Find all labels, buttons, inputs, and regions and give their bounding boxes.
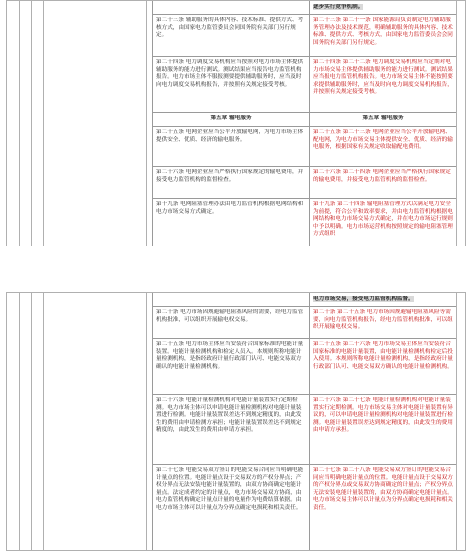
- original-text: 第二十五条 电力市场主体应当安装符合国家标准的电能计量装置。电能计量检测机构和检定人员入。本规则所称电能计量检测机构，是指经政府计量行政部门认可、电能交易双方确认的电能计量检测机构。: [156, 341, 304, 370]
- revised-text: 第十九条 第二十四条 输电阻塞管理方式以满足电力安全为前提，符合公平和效率要求，并由电力监管机构根据电网结构和电力市场交易方式确定，并在电力市场运行规则中予以明确。电力市场运营机构按照规定的输电阻塞管理方式组织: [313, 201, 453, 238]
- top-right-text: 电力市场交易，接受电力监管机构监督。: [313, 296, 414, 302]
- revised-text: 第二十四条 第二十二条 电力调度交易机构应当定期对电力市场交易主体提供辅助服务的能力进行测试。测试结果应当报电力监管机构报告。电力市场交易主体不能按照要求提供辅助服务时，应当及时向电力调度交易机构报告，并按照有关规定接受考核。: [313, 59, 453, 96]
- table-row: [152, 166, 456, 198]
- table-row: [152, 198, 456, 246]
- table-divider: [43, 1, 44, 246]
- original-text: 第二十三条 辅助服务的具体内容、技术标准、提供方式、考核方式，由国家电力监管委员会同国务院有关部门另行规定。: [156, 17, 304, 39]
- table-row: [152, 14, 456, 56]
- table-row: [152, 56, 456, 112]
- document-page-1: [6, 0, 466, 247]
- revised-text: 第二十条 第二十五条 电力市场因规避输电阻塞风险等需要，向电力监管机构报告，经电力监管机构批准，可以组织开展输电权交易。: [313, 309, 453, 331]
- revised-text: 第二十三条 第二十一条 国家能源局负责制定电力辅助服务管理办法及技术规范，明确辅助服务的具体内容、技术标准、提供方式、考核方式，由国家电力监管委员会会同国务院有关部门另行规定。: [313, 17, 453, 46]
- revised-text: 第二十六条 第二十四条 电网企业应当严格执行国家规定的输电费用，并接受电力监管机构的监督检查。: [313, 169, 451, 183]
- original-text: 第二十七条 电能交易双方签订的电能交易合同应当明确电能计量点的位置。电能计量点设于交易双方的产权分界点；产权分界点无法安装电能计量装置的，由双方协商确定电能计量点。法定成者约定的计量点，电力市场交易双方协商，由电力监管机构确定计量点计量的电量作为电费结算依据。由电力市场主体可以计量点为分界点确定电损耗和相关责任。: [156, 467, 304, 511]
- page-gap: [0, 246, 473, 292]
- revised-text: 第二十六条 第二十七条 电能计量检测机构对电能计量装置实行定期检测。电力市场交易主体对电能计量装置有异议的，可以申请电能计量检测机构对电能计量装置进行检测。电能计量装置误差达到规定精度的，由此发生的费用由申请方承担。: [313, 397, 453, 434]
- top-right-text: 逐步实行竞争机制。: [313, 4, 364, 10]
- revised-text: 第二十五条 第二十三条 电网企业应当公平开放输电网、配电网，为电力市场交易主体提供安全、优质、经济的输电服务，根据国家有关规定收取输配电费用。: [313, 129, 453, 151]
- table-divider: [31, 1, 32, 246]
- table-divider: [19, 1, 20, 246]
- table-row: [152, 338, 456, 394]
- document-page-2: [6, 292, 466, 551]
- table-divider: [43, 293, 44, 550]
- revised-text: 第二十五条 第二十六条 电力市场交易主体应当安装符合国家标准的电能计量装置，由电能计量检测机构检定后投入使用。本规则所称电能计量检测机构，是指经政府计量行政部门认可、电能交易双方确认的电能计量检测机构。: [313, 341, 453, 370]
- table-divider: [146, 293, 147, 550]
- table-divider: [456, 293, 457, 550]
- revised-text: 第二十七条 第二十八条 电能交易双方签订的电能交易合同应当明确电能计量点的位置。电能计量点设于交易双方的产权分界点或交易双方协商确定的计量点；产权分界点无法安装电能计量装置的，由双方协商确定电能计量点。电力市场交易主体可以计量点为分界点确定电损耗和相关责任。: [313, 467, 453, 511]
- table-divider: [456, 1, 457, 246]
- table-row: [152, 464, 456, 550]
- table-divider: [146, 1, 147, 246]
- table-row: [152, 126, 456, 166]
- original-text: 第二十四条 电力调度交易机构应当按照对电力市场主体提供辅助服务的能力进行测试。测试结果应当报告电力监管机构报告。电力市场主体不服报测要提供辅助服务时，应当及时向电力调度交易机构报告，并按照有关规定接受考核。: [156, 59, 304, 88]
- table-divider: [19, 293, 20, 550]
- table-row: [152, 112, 456, 126]
- chapter-title: 第五章 输电服务: [362, 115, 404, 121]
- original-text: 第二十六条 电网企业应当严格执行国家规定的输电费用，并接受电力监管机构的监督检查。: [156, 169, 304, 183]
- original-text: 第二十条 电力市场因规避输电阻塞风险的需要，经电力监管机构批准，可以组织开展输电权交易。: [156, 309, 304, 323]
- original-text: 第十九条 电网阻塞管理办法由电力监管机构根据电网结构和电力市场交易方式确定。: [156, 201, 304, 215]
- original-text: 第二十五条 电网企业应当公平开放输电网，为电力市场主体提供安全、优质、经济的输电服务。: [156, 129, 304, 143]
- table-divider: [31, 293, 32, 550]
- chapter-title: 第五章 输电服务: [210, 115, 252, 121]
- original-text: 第二十六条 电能计量检测机构对电能计量装置实行定期检测。电力市场主体可以申请电能计量检测机构对电能计量装置进行检测。电能计量装置误差达不到规定精度的，由此发生的费用由申请检测方承担；电能计量装置误差达不到规定精度的，由此发生的费用由申请方承担。: [156, 397, 302, 434]
- table-row: [152, 306, 456, 338]
- table-row: [152, 394, 456, 464]
